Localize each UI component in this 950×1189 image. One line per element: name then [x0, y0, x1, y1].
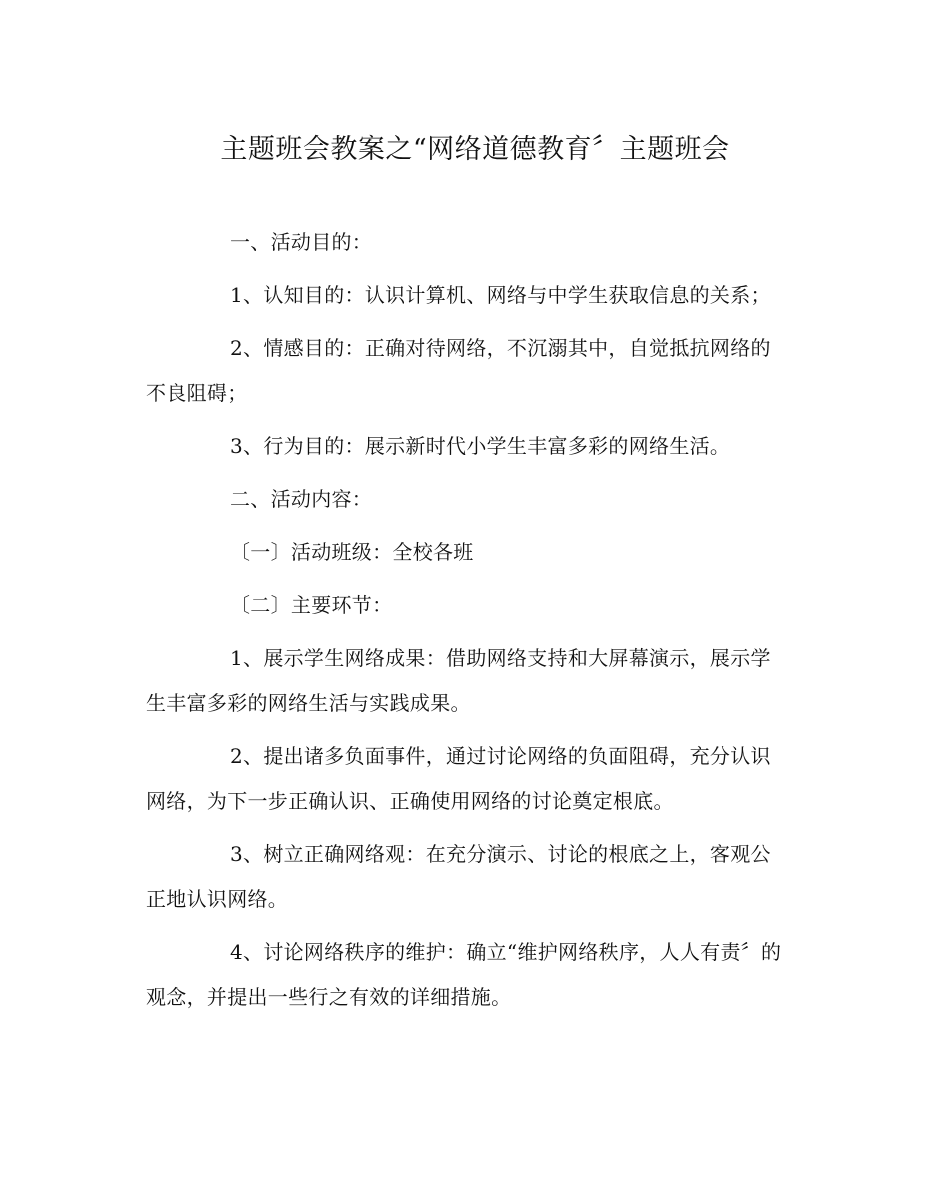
section-heading-content: 二、活动内容：: [230, 487, 373, 511]
paragraph-step-2: 2、提出诸多负面事件，通过讨论网络的负面阻碍，充分认识网络，为下一步正确认识、正确使用网络的讨论奠定根底。: [146, 744, 771, 813]
paragraph-behavior-objective: 3、行为目的：展示新时代小学生丰富多彩的网络生活。: [230, 434, 731, 458]
paragraph-emotional-objective: 2、情感目的：正确对待网络，不沉溺其中，自觉抵抗网络的不良阻碍；: [146, 336, 771, 405]
paragraph-cognitive-objective: 1、认知目的：认识计算机、网络与中学生获取信息的关系；: [230, 283, 771, 307]
paragraph-step-3: 3、树立正确网络观：在充分演示、讨论的根底之上，客观公正地认识网络。: [146, 842, 771, 911]
paragraph-step-1: 1、展示学生网络成果：借助网络支持和大屏幕演示，展示学生丰富多彩的网络生活与实践成果。: [146, 646, 771, 715]
document-body: [146, 220, 790, 1028]
paragraph-step-4: 4、讨论网络秩序的维护：确立“维护网络秩序，人人有责〞的观念，并提出一些行之有效的详细措施。: [146, 940, 782, 1009]
paragraph-main-steps: 〔二〕主要环节：: [230, 593, 393, 617]
document-title: 主题班会教案之“网络道德教育〞主题班会: [220, 134, 730, 165]
paragraph-activity-class: 〔一〕活动班级：全校各班: [230, 540, 474, 564]
section-heading-objectives: 一、活动目的：: [230, 230, 373, 254]
